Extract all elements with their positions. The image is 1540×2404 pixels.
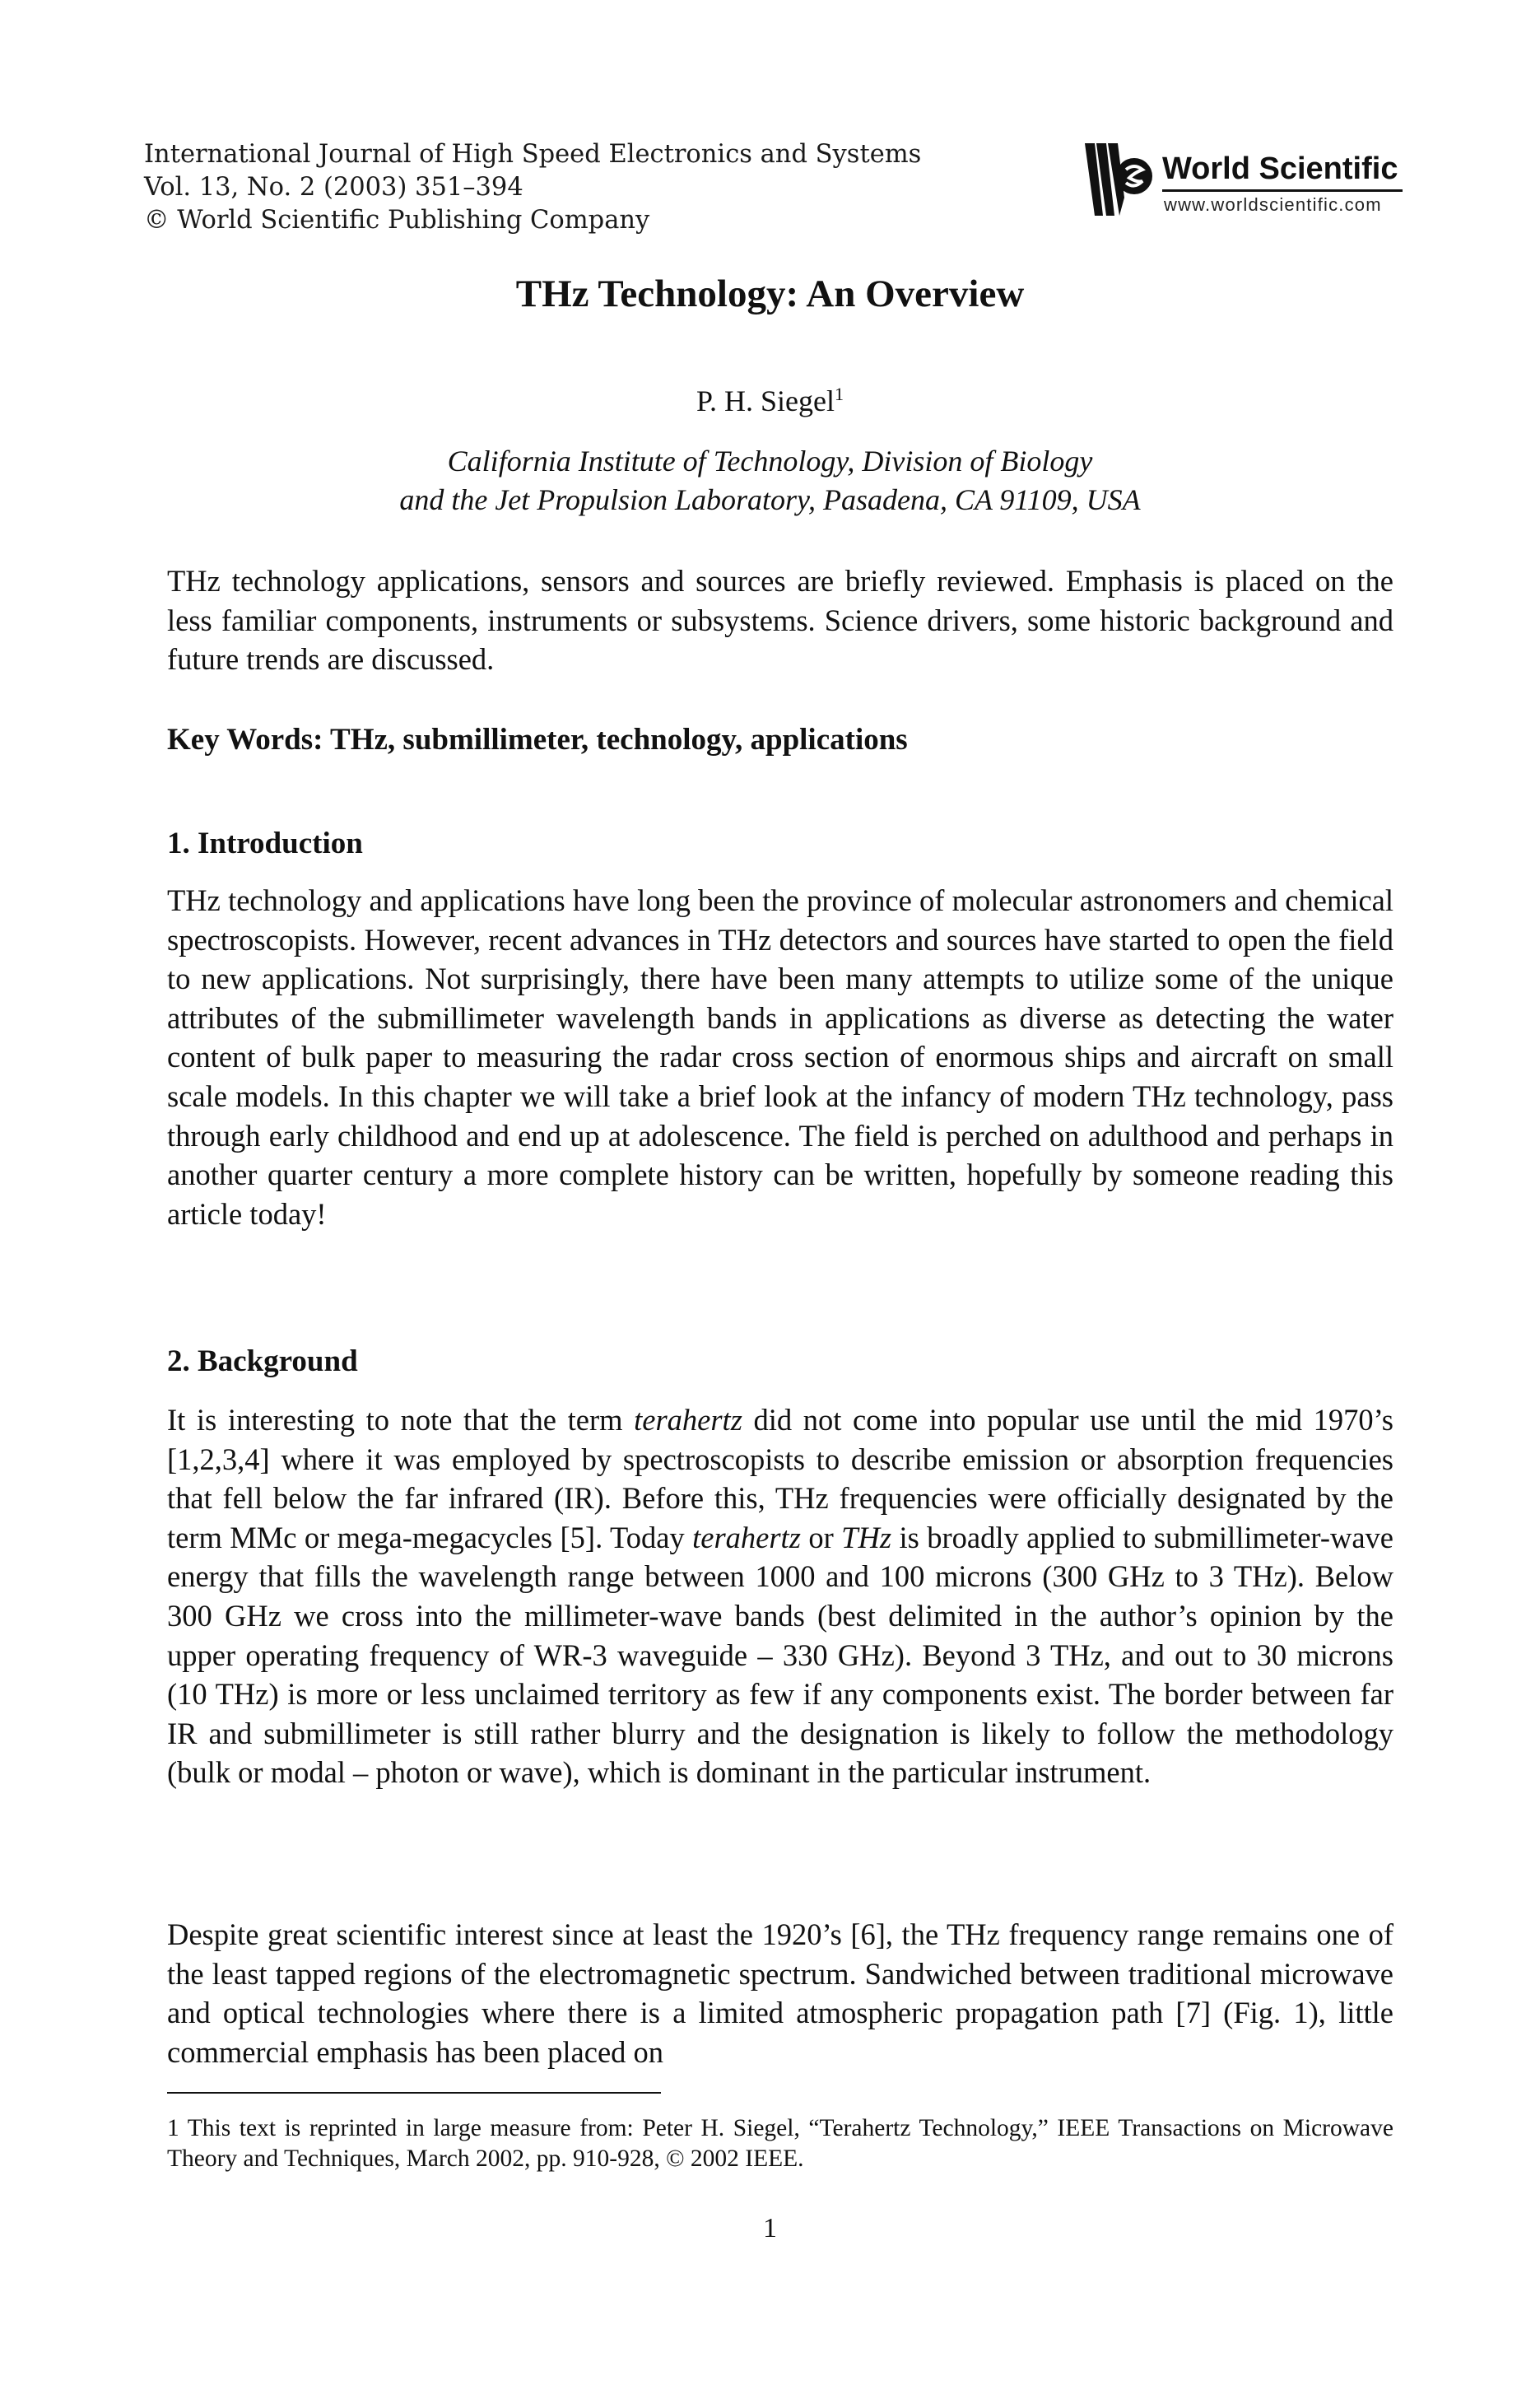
affiliation-line-2: and the Jet Propulsion Laboratory, Pasadena, CA 91109, USA: [399, 483, 1141, 516]
term-thz: THz: [841, 1520, 892, 1554]
paper-title: THz Technology: An Overview: [515, 273, 1025, 315]
journal-header: [144, 138, 967, 237]
bg-p1-part-c: or: [800, 1520, 842, 1554]
affiliation: [0, 442, 1540, 519]
abstract: THz technology applications, sensors and sources are briefly reviewed. Emphasis is placed on the less familiar components, instruments or subsystems. Science drivers, some historic background and future trends are discussed.: [167, 564, 1393, 677]
logo-divider: [1162, 189, 1403, 192]
author-name: P. H. Siegel: [696, 384, 835, 417]
footnote: 1 This text is reprinted in large measure from: Peter H. Siegel, “Terahertz Technology,” IEEE Transactions on Microwave Theory and Techniques, March 2002, pp. 910-928, © 2002 IEEE.: [167, 2115, 1393, 2172]
bg-p1-part-a: It is interesting to note that the term: [167, 1403, 635, 1437]
author-line: [0, 384, 1540, 418]
term-terahertz: terahertz: [634, 1403, 742, 1437]
logo-name: World Scientific: [1162, 151, 1398, 186]
term-terahertz-2: terahertz: [692, 1520, 801, 1554]
section-heading-background: 2. Background: [167, 1344, 358, 1378]
publisher-logo: [1083, 135, 1396, 242]
logo-url: www.worldscientific.com: [1164, 194, 1382, 215]
footnote-divider: [167, 2092, 661, 2094]
background-paragraph-2: Despite great scientific interest since at least the 1920’s [6], the THz frequency range remains one of the least tapped regions of the electromagnetic spectrum. Sandwiched between traditional microwave and optical technologies where there is a limited atmospheric propagation path [7] (Fig. 1), little commercial emphasis has been placed on: [167, 1917, 1393, 2069]
journal-name: International Journal of High Speed Electronics and Systems: [144, 140, 922, 169]
bg-p1-part-b: did not come into popular use until the mid 1970’s [1,2,3,4] where it was employed by spectroscopists to describe emission or absorption frequencies that fell below the far infrared (IR). Before this, THz frequencies were officially designated by the term MMc or mega-megacycles [5]. Today: [167, 1403, 1393, 1554]
bg-p1-part-d: is broadly applied to submillimeter-wave energy that fills the wavelength range between 1000 and 100 microns (300 GHz to 3 THz). Below 300 GHz we cross into the millimeter-wave bands (best delimited in the author’s opinion by the upper operating frequency of WR-3 waveguide – 330 GHz). Beyond 3 THz, and out to 30 microns (10 THz) is more or less unclaimed territory as few if any components exist. The border between far IR and submillimeter is still rather blurry and the designation is likely to follow the methodology (bulk or modal – photon or wave), which is dominant in the particular instrument.: [167, 1520, 1394, 1790]
affiliation-line-1: California Institute of Technology, Division of Biology: [447, 445, 1093, 478]
keywords: Key Words: THz, submillimeter, technology, applications: [167, 723, 908, 757]
page-number: 1: [763, 2213, 777, 2243]
journal-volume: Vol. 13, No. 2 (2003) 351–394: [144, 173, 523, 202]
author-footnote-mark: 1: [835, 384, 844, 404]
background-paragraph-1: [167, 1400, 1393, 1792]
world-scientific-logo-icon: [1083, 140, 1156, 219]
journal-copyright: © World Scientific Publishing Company: [144, 206, 650, 235]
section-heading-introduction: 1. Introduction: [167, 827, 363, 860]
introduction-paragraph: THz technology and applications have long been the province of molecular astronomers and chemical spectroscopists. However, recent advances in THz detectors and sources have started to open the field to new applications. Not surprisingly, there have been many attempts to utilize some of the unique attributes of the submillimeter wavelength bands in applications as diverse as detecting the water content of bulk paper to measuring the radar cross section of enormous ships and aircraft on small scale models. In this chapter we will take a brief look at the infancy of modern THz technology, pass through early childhood and end up at adolescence. The field is perched on adulthood and perhaps in another quarter century a more complete history can be written, hopefully by someone reading this article today!: [167, 883, 1393, 1231]
